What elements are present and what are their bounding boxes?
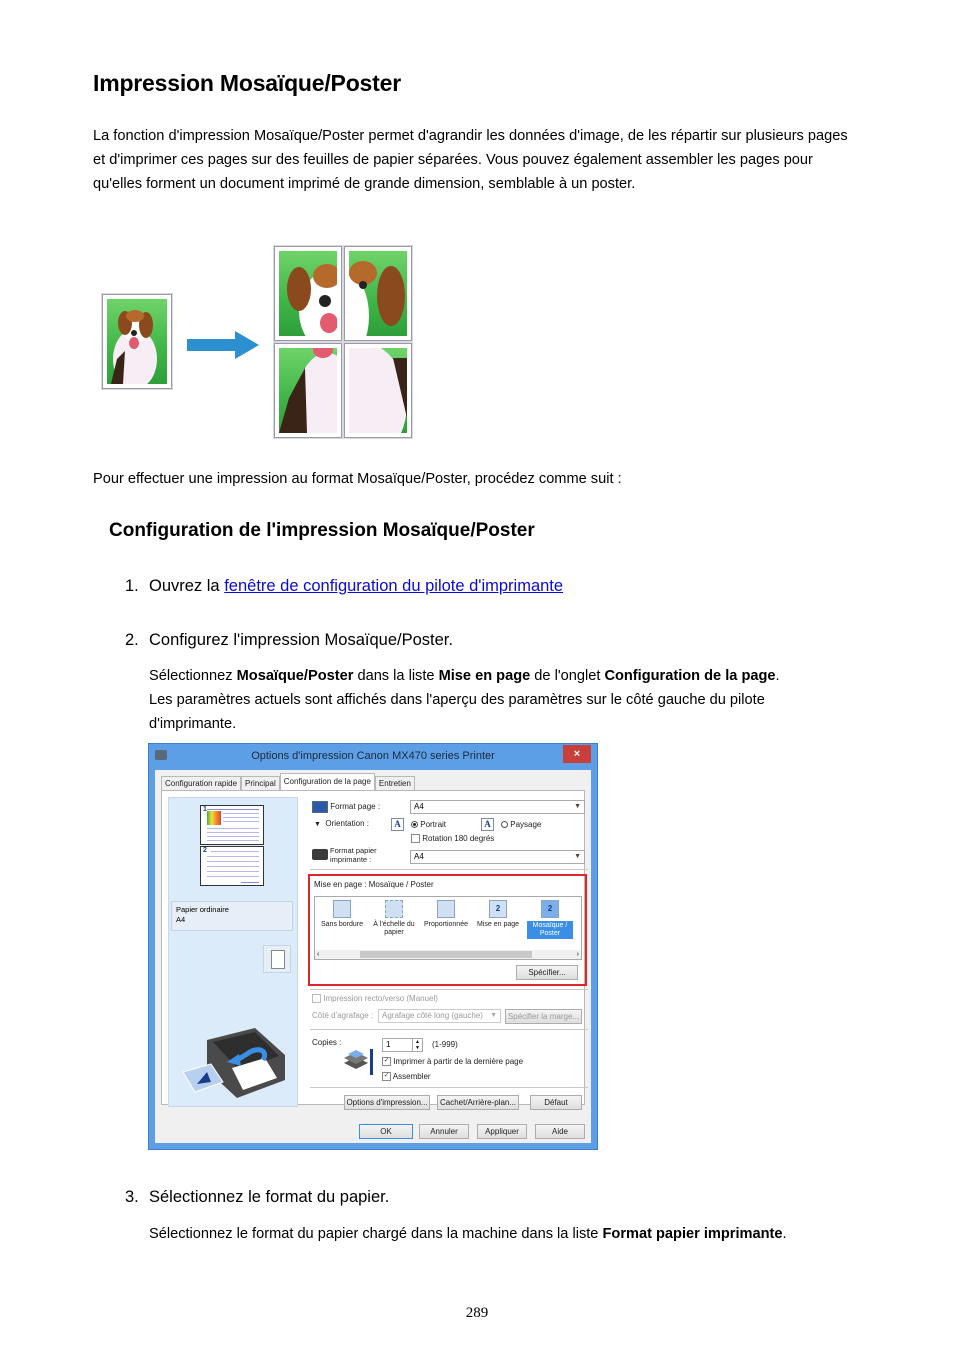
landscape-icon: A	[481, 818, 494, 831]
paper-size: A4	[176, 915, 186, 924]
print-from-last-label: Imprimer à partir de la dernière page	[393, 1057, 524, 1066]
layout-label: Proportionnée	[424, 921, 468, 928]
landscape-radio[interactable]	[501, 820, 541, 829]
driver-setup-link[interactable]: fenêtre de configuration du pilote d'imprimante	[224, 577, 564, 595]
text: Les paramètres actuels sont affichés dans l'aperçu des paramètres sur le côté gauche du pilote d'imprimante.	[149, 692, 765, 732]
stapling-select[interactable]	[378, 1009, 501, 1023]
arrow-right-icon	[187, 331, 259, 359]
preview-page-1	[200, 805, 264, 845]
collate-checkbox[interactable]	[382, 1072, 431, 1081]
cancel-button[interactable]: Annuler	[419, 1124, 469, 1139]
poster-tile	[344, 246, 412, 341]
color-image	[207, 811, 221, 825]
step-number: 3.	[125, 1188, 139, 1206]
step-3-description	[149, 1222, 849, 1246]
step-title: Sélectionnez le format du papier.	[149, 1188, 390, 1206]
borderless-icon	[333, 900, 351, 918]
layout-label: Mosaïque / Poster	[527, 921, 573, 939]
page-number: 1	[203, 806, 207, 813]
poster-tile	[274, 343, 342, 438]
chevron-down-icon: ▼	[574, 803, 581, 810]
spin-buttons[interactable]: ▲ ▼	[412, 1039, 422, 1051]
layout-scaled[interactable]	[423, 900, 469, 929]
page-number: 289	[465, 1305, 489, 1321]
specify-margin-button[interactable]: Spécifier la marge...	[505, 1009, 582, 1024]
section-title: Configuration de l'impression Mosaïque/Poster	[109, 520, 535, 541]
text: Sélectionnez	[149, 668, 237, 684]
landscape-label: Paysage	[510, 820, 542, 829]
checkbox[interactable]	[312, 994, 321, 1003]
copies-value: 1	[386, 1040, 391, 1049]
step-3	[125, 1188, 389, 1207]
preview-page-2	[200, 846, 264, 886]
stapling-value: Agrafage côté long (gauche)	[382, 1011, 483, 1020]
collate-label: Assembler	[392, 1072, 431, 1081]
label-line: imprimante :	[330, 855, 372, 864]
print-options-button[interactable]: Options d'impression...	[344, 1095, 430, 1110]
page-size-value: A4	[414, 802, 424, 811]
close-button[interactable]: ×	[563, 745, 591, 763]
lead-text: Pour effectuer une impression au format Mosaïque/Poster, procédez comme suit :	[93, 471, 622, 487]
ok-button[interactable]: OK	[359, 1124, 413, 1139]
scroll-thumb[interactable]	[360, 951, 532, 958]
layout-label: Mise en page	[476, 921, 520, 928]
checkbox[interactable]	[411, 834, 420, 843]
tab-page-setup[interactable]: Configuration de la page	[280, 773, 375, 791]
orientation-row	[314, 819, 369, 828]
text: .	[775, 668, 780, 684]
specify-button[interactable]: Spécifier...	[516, 965, 578, 980]
scroll-right-icon[interactable]: ›	[576, 951, 579, 958]
page-layout-label: Mise en page : Mosaïque / Poster	[314, 880, 434, 889]
copies-stack-icon	[342, 1047, 376, 1077]
tiling-poster-icon: 2	[541, 900, 559, 918]
scroll-left-icon[interactable]: ‹	[317, 951, 320, 958]
copies-label: Copies :	[312, 1038, 342, 1047]
portrait-icon: A	[391, 818, 404, 831]
orientation-label: Orientation :	[325, 819, 369, 828]
print-from-last-checkbox[interactable]	[382, 1057, 523, 1066]
poster-tile	[344, 343, 412, 438]
step-2-description	[149, 664, 849, 736]
page-setup-panel	[161, 790, 585, 1105]
portrait-radio[interactable]	[411, 820, 446, 829]
paper-source-button[interactable]	[263, 945, 291, 973]
radio-selected[interactable]	[411, 821, 418, 828]
chevron-down-icon: ▼	[574, 853, 581, 860]
printer-paper-size-select[interactable]	[410, 850, 585, 864]
poster-tile	[274, 246, 342, 341]
page-layout-icon: 2	[489, 900, 507, 918]
bold-term: Mise en page	[438, 668, 531, 684]
tab-maintenance[interactable]: Entretien	[375, 776, 415, 791]
layout-tiling-poster[interactable]	[527, 900, 573, 939]
help-button[interactable]: Aide	[535, 1124, 585, 1139]
checkbox-checked[interactable]: ✓	[383, 1072, 390, 1080]
printer-illustration-icon	[177, 1020, 287, 1100]
label-line: Format papier	[330, 846, 377, 855]
horizontal-scrollbar[interactable]	[315, 950, 581, 959]
step-text: Ouvrez la	[149, 577, 225, 595]
text: .	[782, 1226, 787, 1242]
bold-term: Mosaïque/Poster	[236, 668, 354, 684]
step-2	[125, 631, 453, 650]
paper-type: Papier ordinaire	[176, 905, 229, 914]
step-1	[125, 577, 563, 596]
duplex-label: Impression recto/verso (Manuel)	[323, 994, 438, 1003]
apply-button[interactable]: Appliquer	[477, 1124, 527, 1139]
dialog-body	[155, 770, 591, 1143]
chevron-down-icon: ▼	[490, 1012, 497, 1019]
step-number: 2.	[125, 631, 139, 649]
bold-term: Configuration de la page	[604, 668, 776, 684]
layout-fit-to-page[interactable]	[371, 900, 417, 937]
printer-paper-label	[330, 846, 377, 864]
dialog-title: Options d'impression Canon MX470 series Printer	[251, 750, 495, 762]
printer-paper-icon	[312, 849, 328, 860]
layout-label: À l'échelle du papier	[373, 921, 415, 936]
layout-borderless[interactable]	[319, 900, 365, 929]
checkbox-checked[interactable]: ✓	[383, 1057, 390, 1065]
stamp-background-button[interactable]: Cachet/Arrière-plan...	[437, 1095, 519, 1110]
page-title: Impression Mosaïque/Poster	[93, 70, 401, 96]
page-size-label: Format page :	[330, 802, 381, 812]
rotate180-checkbox[interactable]	[411, 834, 494, 843]
layout-page-layout[interactable]	[475, 900, 521, 929]
page-layout-group	[308, 874, 587, 986]
dog-photo	[107, 299, 167, 384]
monitor-icon	[312, 801, 328, 813]
original-image	[102, 294, 172, 389]
layout-label: Sans bordure	[320, 921, 364, 928]
tab-main[interactable]: Principal	[241, 776, 280, 791]
page-size-select[interactable]	[410, 800, 585, 814]
defaults-button[interactable]: Défaut	[530, 1095, 582, 1110]
text: Sélectionnez le format du papier chargé dans la machine dans la liste	[149, 1226, 603, 1242]
paper-info-box	[171, 901, 293, 931]
copies-range: (1-999)	[432, 1040, 458, 1049]
text: de l'onglet	[530, 668, 605, 684]
scaled-icon	[437, 900, 455, 918]
text: dans la liste	[353, 668, 439, 684]
bold-term: Format papier imprimante	[602, 1226, 783, 1242]
settings-preview	[168, 797, 298, 1107]
printer-paper-value: A4	[414, 852, 424, 861]
stapling-label: Côté d'agrafage :	[312, 1011, 374, 1020]
step-title: Configurez l'impression Mosaïque/Poster.	[149, 631, 453, 649]
tab-quick-setup[interactable]: Configuration rapide	[161, 776, 241, 791]
tab-bar	[161, 773, 415, 790]
page-layout-list	[314, 896, 582, 960]
rotate180-label: Rotation 180 degrés	[422, 834, 495, 843]
duplex-checkbox[interactable]	[312, 994, 438, 1003]
orientation-icon: ▼	[314, 821, 321, 828]
print-options-dialog	[148, 743, 598, 1150]
page-size-row	[312, 801, 380, 813]
page-number: 2	[203, 847, 207, 854]
intro-paragraph: La fonction d'impression Mosaïque/Poster permet d'agrandir les données d'image, de les répartir sur plusieurs pages et d'imprimer ces pages sur des feuilles de papier séparées. Vous pouvez également assembler les pages pour qu'elles forment un document imprimé de grande dimension, semblable à un poster.	[93, 128, 848, 192]
step-number: 1.	[125, 577, 139, 595]
copies-input[interactable]	[382, 1038, 423, 1052]
portrait-label: Portrait	[420, 820, 447, 829]
radio-unselected[interactable]	[501, 821, 508, 828]
fit-to-page-icon	[385, 900, 403, 918]
